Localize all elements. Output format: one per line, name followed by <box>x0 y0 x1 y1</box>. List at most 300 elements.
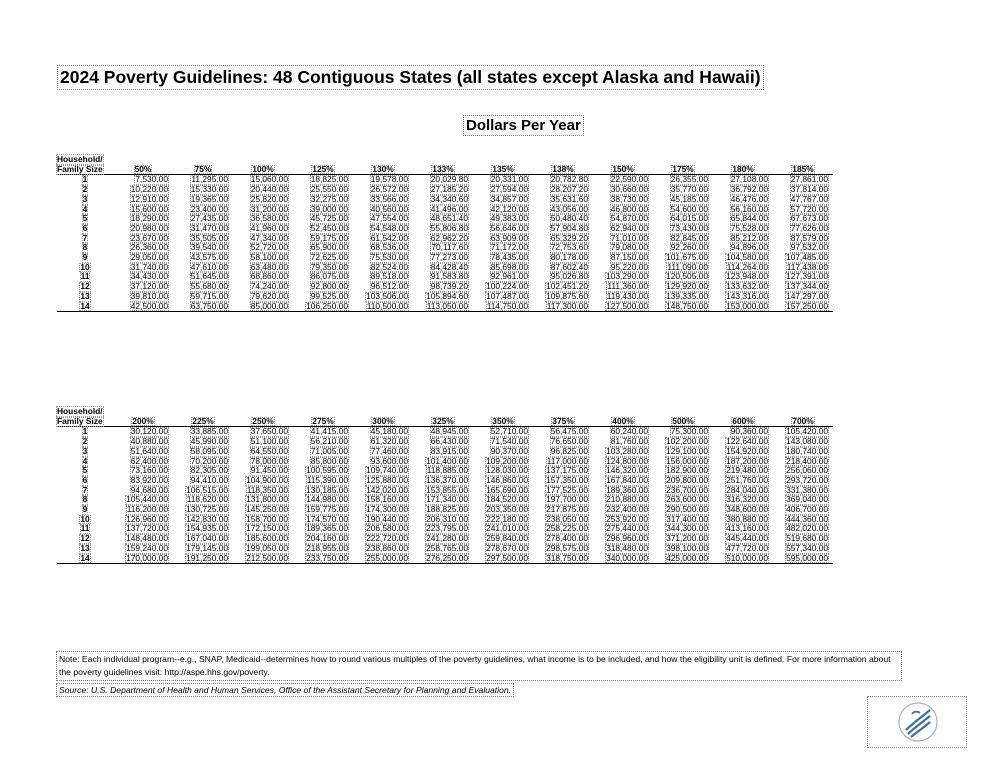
guideline-value: 73,160.00 <box>130 465 168 476</box>
guideline-value: 19,365.00 <box>190 193 228 204</box>
guideline-value: 148,480.00 <box>126 533 168 544</box>
guideline-value: 37,814.00 <box>790 184 828 195</box>
guideline-value: 27,185.20 <box>430 184 468 195</box>
percent-header-label: 500% <box>672 415 694 426</box>
guideline-value: 128,030.00 <box>486 465 528 476</box>
guideline-value: 258,765.00 <box>426 542 468 553</box>
guideline-value: 103,280.00 <box>606 445 648 456</box>
guideline-value: 125,880.00 <box>366 474 408 485</box>
guideline-value: 191,250.00 <box>186 552 228 563</box>
guideline-value: 143,316.00 <box>726 290 768 301</box>
guideline-value: 153,855.00 <box>426 484 468 495</box>
percent-header-label: 185% <box>792 163 814 174</box>
guideline-value: 75,300.00 <box>670 426 708 437</box>
guideline-value: 120,505.00 <box>666 271 708 282</box>
guideline-value: 105,420.00 <box>786 426 828 437</box>
guideline-value: 65,844.00 <box>730 213 768 224</box>
family-size-value: 11 <box>80 523 90 534</box>
family-size-value: 12 <box>80 533 90 544</box>
guideline-value: 119,430.00 <box>606 290 648 301</box>
percent-header-label: 325% <box>432 415 454 426</box>
guideline-value: 41,960.00 <box>250 222 288 233</box>
percent-header <box>653 165 713 175</box>
guideline-value: 23,670.00 <box>130 232 168 243</box>
guideline-value: 94,680.00 <box>130 484 168 495</box>
guideline-value: 251,760.00 <box>726 474 768 485</box>
guideline-value: 25,820.00 <box>250 193 288 204</box>
percent-header-label: 175% <box>672 163 694 174</box>
percent-header-label: 150% <box>612 163 634 174</box>
family-size-value: 1 <box>82 426 88 437</box>
guideline-value: 219,480.00 <box>726 465 768 476</box>
guideline-value: 26,572.00 <box>370 184 408 195</box>
family-size-value: 4 <box>82 455 88 466</box>
guideline-value: 85,800.00 <box>310 455 348 466</box>
guideline-value: 94,896.00 <box>730 242 768 253</box>
percent-header <box>353 417 413 427</box>
guideline-value: 203,350.00 <box>486 504 528 515</box>
guideline-value: 40,880.00 <box>130 436 168 447</box>
guideline-value: 238,860.00 <box>366 542 408 553</box>
guideline-value: 51,640.00 <box>130 445 168 456</box>
header-row <box>57 417 833 427</box>
guideline-cell <box>293 554 353 564</box>
household-label: Household/ <box>57 406 103 416</box>
guideline-value: 206,310.00 <box>426 513 468 524</box>
guideline-value: 137,175.00 <box>546 465 588 476</box>
guideline-value: 71,005.00 <box>310 445 348 456</box>
guideline-value: 129,920.00 <box>666 281 708 292</box>
family-size-value: 13 <box>80 290 90 301</box>
guideline-cell <box>773 302 833 312</box>
guideline-value: 79,080.00 <box>610 242 648 253</box>
guideline-value: 87,602.40 <box>550 261 588 272</box>
guideline-value: 177,525.00 <box>546 484 588 495</box>
guideline-value: 30,660.00 <box>610 184 648 195</box>
guideline-value: 118,885.00 <box>426 465 468 476</box>
guideline-value: 35,505.00 <box>190 232 228 243</box>
guideline-value: 100,595.00 <box>306 465 348 476</box>
family-size-value: 9 <box>82 504 88 515</box>
poverty-table-1 <box>57 155 833 312</box>
percent-header-label: 50% <box>134 163 152 174</box>
percent-header-label: 700% <box>792 415 814 426</box>
guideline-value: 154,935.00 <box>186 523 228 534</box>
guideline-value: 171,340.00 <box>426 494 468 505</box>
guideline-value: 50,480.40 <box>550 213 588 224</box>
guideline-value: 238,050.00 <box>546 513 588 524</box>
guideline-value: 233,750.00 <box>306 552 348 563</box>
guideline-value: 154,920.00 <box>726 445 768 456</box>
percent-header <box>113 165 173 175</box>
guideline-value: 25,550.00 <box>310 184 348 195</box>
guideline-value: 297,500.00 <box>486 552 528 563</box>
guideline-value: 78,000.00 <box>250 455 288 466</box>
guideline-value: 444,360.00 <box>786 513 828 524</box>
guideline-cell <box>233 302 293 312</box>
guideline-value: 185,600.00 <box>246 533 288 544</box>
guideline-value: 187,200.00 <box>726 455 768 466</box>
guideline-value: 126,960.00 <box>126 513 168 524</box>
guideline-value: 118,350.00 <box>246 484 288 495</box>
guideline-value: 131,800.00 <box>246 494 288 505</box>
percent-header <box>173 417 233 427</box>
family-size-label: Family Size <box>57 163 103 174</box>
family-size-value: 5 <box>82 213 88 224</box>
guideline-cell <box>173 554 233 564</box>
guideline-value: 218,955.00 <box>306 542 348 553</box>
guideline-value: 45,725.00 <box>310 213 348 224</box>
guideline-value: 48,651.40 <box>430 213 468 224</box>
family-size-value: 4 <box>82 203 88 214</box>
guideline-value: 123,948.00 <box>726 271 768 282</box>
guideline-value: 236,700.00 <box>666 484 708 495</box>
guideline-value: 66,430.00 <box>430 436 468 447</box>
guideline-value: 117,438.00 <box>786 261 828 272</box>
family-size-value: 5 <box>82 465 88 476</box>
guideline-value: 49,383.00 <box>490 213 528 224</box>
guideline-value: 148,750.00 <box>666 300 708 311</box>
guideline-cell <box>773 554 833 564</box>
guideline-value: 71,172.00 <box>490 242 528 253</box>
guideline-value: 59,175.00 <box>310 232 348 243</box>
family-size-value: 1 <box>82 174 88 185</box>
guideline-cell <box>413 554 473 564</box>
guideline-value: 20,440.00 <box>250 184 288 195</box>
guideline-value: 371,200.00 <box>666 533 708 544</box>
guideline-cell <box>473 554 533 564</box>
guideline-value: 114,750.00 <box>486 300 528 311</box>
guideline-value: 43,056.00 <box>550 203 588 214</box>
guideline-value: 145,250.00 <box>246 504 288 515</box>
guideline-value: 348,600.00 <box>726 504 768 515</box>
guideline-value: 290,500.00 <box>666 504 708 515</box>
guideline-value: 106,515.00 <box>186 484 228 495</box>
guideline-cell <box>533 554 593 564</box>
guideline-value: 29,050.00 <box>130 252 168 263</box>
footnote: Note: Each individual program--e.g., SNAP, Medicaid--determines how to round various multiples of the poverty guidelines, what income is to be included, and how the eligibility unit is defined. For more information about the poverty guidelines visit: http://aspe.hhs.gov/poverty. <box>57 652 901 680</box>
guideline-value: 425,000.00 <box>666 552 708 563</box>
guideline-cell <box>293 302 353 312</box>
percent-header-label: 180% <box>732 163 754 174</box>
guideline-value: 102,200.00 <box>666 436 708 447</box>
guideline-cell <box>113 554 173 564</box>
guideline-value: 96,512.00 <box>370 281 408 292</box>
guideline-value: 10,220.00 <box>130 184 168 195</box>
guideline-value: 81,760.00 <box>610 436 648 447</box>
guideline-value: 62,400.00 <box>130 455 168 466</box>
guideline-value: 255,000.00 <box>366 552 408 563</box>
guideline-value: 41,496.00 <box>430 203 468 214</box>
guideline-value: 64,550.00 <box>250 445 288 456</box>
guideline-value: 18,290.00 <box>130 213 168 224</box>
guideline-value: 62,940.00 <box>610 222 648 233</box>
guideline-value: 159,240.00 <box>126 542 168 553</box>
guideline-value: 212,500.00 <box>246 552 288 563</box>
guideline-value: 97,532.00 <box>790 242 828 253</box>
guideline-value: 56,475.00 <box>550 426 588 437</box>
guideline-value: 54,600.00 <box>670 203 708 214</box>
guideline-value: 127,391.00 <box>786 271 828 282</box>
guideline-value: 477,720.00 <box>726 542 768 553</box>
guideline-value: 110,500.00 <box>366 300 408 311</box>
family-size-value: 3 <box>82 445 88 456</box>
guideline-value: 15,330.00 <box>190 184 228 195</box>
hhs-eagle-logo-icon <box>896 700 940 744</box>
percent-header <box>233 417 293 427</box>
percent-header <box>773 165 833 175</box>
percent-header-label: 375% <box>552 415 574 426</box>
guideline-value: 56,646.00 <box>490 222 528 233</box>
guideline-value: 317,400.00 <box>666 513 708 524</box>
family-size-value: 6 <box>82 222 88 233</box>
guideline-value: 63,909.00 <box>490 232 528 243</box>
guideline-value: 275,440.00 <box>606 523 648 534</box>
guideline-value: 223,795.00 <box>426 523 468 534</box>
guideline-value: 22,590.00 <box>610 174 648 185</box>
guideline-value: 99,525.00 <box>310 290 348 301</box>
family-size-value: 11 <box>80 271 90 282</box>
guideline-value: 107,485.00 <box>786 252 828 263</box>
header-row <box>57 165 833 175</box>
percent-header-label: 200% <box>132 415 154 426</box>
family-size-value: 7 <box>82 232 88 243</box>
guideline-value: 36,792.00 <box>730 184 768 195</box>
guideline-value: 106,250.00 <box>306 300 348 311</box>
guideline-value: 68,860.00 <box>250 271 288 282</box>
guideline-value: 65,329.20 <box>550 232 588 243</box>
header-cell <box>57 417 113 427</box>
guideline-value: 130,185.00 <box>306 484 348 495</box>
guideline-value: 77,460.00 <box>370 445 408 456</box>
guideline-value: 28,207.20 <box>550 184 588 195</box>
guideline-value: 114,264.00 <box>726 261 768 272</box>
guideline-value: 20,029.80 <box>430 174 468 185</box>
guideline-value: 217,875.00 <box>546 504 588 515</box>
guideline-value: 293,720.00 <box>786 474 828 485</box>
guideline-value: 37,120.00 <box>130 281 168 292</box>
guideline-value: 31,470.00 <box>190 222 228 233</box>
guideline-value: 86,075.00 <box>310 271 348 282</box>
guideline-value: 241,010.00 <box>486 523 528 534</box>
guideline-value: 98,739.20 <box>430 281 468 292</box>
guideline-value: 406,700.00 <box>786 504 828 515</box>
guideline-value: 51,645.00 <box>190 271 228 282</box>
guideline-value: 95,026.80 <box>550 271 588 282</box>
guideline-value: 83,920.00 <box>130 474 168 485</box>
guideline-value: 159,775.00 <box>306 504 348 515</box>
guideline-value: 276,250.00 <box>426 552 468 563</box>
guideline-value: 95,220.00 <box>610 261 648 272</box>
percent-header <box>113 417 173 427</box>
percent-header-label: 250% <box>252 415 274 426</box>
guideline-value: 105,894.60 <box>426 290 468 301</box>
guideline-value: 87,150.00 <box>610 252 648 263</box>
family-size-value: 2 <box>82 436 88 447</box>
guideline-value: 59,715.00 <box>190 290 228 301</box>
guideline-value: 146,860.00 <box>486 474 528 485</box>
percent-header-label: 75% <box>194 163 212 174</box>
household-label: Household/ <box>57 154 103 164</box>
percent-header-label: 600% <box>732 415 754 426</box>
guideline-value: 42,120.00 <box>490 203 528 214</box>
header-cell <box>57 165 113 175</box>
guideline-value: 298,575.00 <box>546 542 588 553</box>
guideline-value: 107,487.00 <box>486 290 528 301</box>
guideline-value: 39,000.00 <box>310 203 348 214</box>
percent-header-label: 100% <box>252 163 274 174</box>
guideline-value: 130,725.00 <box>186 504 228 515</box>
guideline-value: 369,040.00 <box>786 494 828 505</box>
guideline-value: 519,680.00 <box>786 533 828 544</box>
guideline-value: 331,380.00 <box>786 484 828 495</box>
guideline-value: 34,857.00 <box>490 193 528 204</box>
guideline-value: 34,430.00 <box>130 271 168 282</box>
guideline-value: 77,273.00 <box>430 252 468 263</box>
guideline-value: 20,782.80 <box>550 174 588 185</box>
guideline-value: 142,020.00 <box>366 484 408 495</box>
guideline-value: 174,570.00 <box>306 513 348 524</box>
percent-header-label: 300% <box>372 415 394 426</box>
family-size-value: 7 <box>82 484 88 495</box>
guideline-value: 117,000.00 <box>546 455 588 466</box>
guideline-value: 482,020.00 <box>786 523 828 534</box>
guideline-value: 259,840.00 <box>486 533 528 544</box>
percent-header-label: 135% <box>492 163 514 174</box>
guideline-value: 47,340.00 <box>250 232 288 243</box>
family-size-value: 8 <box>82 242 88 253</box>
guideline-value: 89,518.00 <box>370 271 408 282</box>
percent-header-label: 138% <box>552 163 574 174</box>
guideline-value: 204,160.00 <box>306 533 348 544</box>
guideline-value: 184,520.00 <box>486 494 528 505</box>
family-size-value: 14 <box>80 300 90 311</box>
guideline-value: 31,200.00 <box>250 203 288 214</box>
guideline-value: 23,400.00 <box>190 203 228 214</box>
guideline-value: 90,360.00 <box>730 426 768 437</box>
percent-header <box>773 417 833 427</box>
guideline-value: 174,300.00 <box>366 504 408 515</box>
percent-header <box>353 165 413 175</box>
guideline-value: 296,960.00 <box>606 533 648 544</box>
guideline-value: 82,305.00 <box>190 465 228 476</box>
table-row <box>57 554 833 564</box>
guideline-value: 79,350.00 <box>310 261 348 272</box>
guideline-value: 90,370.00 <box>490 445 528 456</box>
guideline-value: 61,542.00 <box>370 232 408 243</box>
guideline-value: 129,100.00 <box>666 445 708 456</box>
guideline-value: 47,554.00 <box>370 213 408 224</box>
guideline-value: 124,800.00 <box>606 455 648 466</box>
guideline-value: 256,060.00 <box>786 465 828 476</box>
guideline-value: 37,650.00 <box>250 426 288 437</box>
guideline-value: 156,000.00 <box>666 455 708 466</box>
page-subtitle: Dollars Per Year <box>466 117 581 134</box>
guideline-value: 188,825.00 <box>426 504 468 515</box>
guideline-value: 318,480.00 <box>606 542 648 553</box>
guideline-value: 113,050.00 <box>426 300 468 311</box>
guideline-value: 413,160.00 <box>726 523 768 534</box>
family-size-label: Family Size <box>57 415 103 426</box>
guideline-cell <box>413 302 473 312</box>
guideline-value: 180,740.00 <box>786 445 828 456</box>
guideline-value: 75,528.00 <box>730 222 768 233</box>
percent-header-label: 125% <box>312 163 334 174</box>
hhs-logo <box>868 697 966 747</box>
guideline-value: 43,575.00 <box>190 252 228 263</box>
guideline-value: 210,880.00 <box>606 494 648 505</box>
guideline-value: 182,900.00 <box>666 465 708 476</box>
guideline-value: 109,875.60 <box>546 290 588 301</box>
guideline-value: 445,440.00 <box>726 533 768 544</box>
guideline-value: 206,580.00 <box>366 523 408 534</box>
page-title: 2024 Poverty Guidelines: 48 Contiguous States (all states except Alaska and Hawaii) <box>60 67 761 87</box>
guideline-value: 20,331.00 <box>490 174 528 185</box>
family-size-cell <box>57 554 113 564</box>
percent-header <box>413 165 473 175</box>
guideline-value: 57,904.80 <box>550 222 588 233</box>
guideline-value: 398,100.00 <box>666 542 708 553</box>
guideline-value: 318,750.00 <box>546 552 588 563</box>
guideline-value: 93,600.00 <box>370 455 408 466</box>
guideline-value: 100,224.00 <box>486 281 528 292</box>
guideline-value: 104,580.00 <box>726 252 768 263</box>
guideline-value: 82,845.00 <box>670 232 708 243</box>
percent-header-label: 400% <box>612 415 634 426</box>
guideline-value: 116,200.00 <box>126 504 168 515</box>
guideline-value: 170,000.00 <box>126 552 168 563</box>
guideline-value: 45,180.00 <box>370 426 408 437</box>
percent-header <box>653 417 713 427</box>
guideline-value: 85,698.00 <box>490 261 528 272</box>
guideline-value: 316,320.00 <box>726 494 768 505</box>
percent-header <box>713 165 773 175</box>
percent-header-label: 275% <box>312 415 334 426</box>
family-size-value: 6 <box>82 474 88 485</box>
guideline-cell <box>593 554 653 564</box>
family-size-value: 10 <box>80 261 90 272</box>
guideline-value: 167,840.00 <box>606 474 648 485</box>
guideline-value: 63,480.00 <box>250 261 288 272</box>
guideline-value: 137,344.00 <box>786 281 828 292</box>
guideline-value: 157,350.00 <box>546 474 588 485</box>
guideline-cell <box>173 302 233 312</box>
guideline-value: 65,900.00 <box>310 242 348 253</box>
guideline-value: 58,100.00 <box>250 252 288 263</box>
percent-header-label: 133% <box>432 163 454 174</box>
guideline-value: 84,428.40 <box>430 261 468 272</box>
guideline-value: 39,810.00 <box>130 290 168 301</box>
guideline-value: 232,400.00 <box>606 504 648 515</box>
guideline-value: 92,961.00 <box>490 271 528 282</box>
guideline-value: 189,365.00 <box>306 523 348 534</box>
guideline-value: 26,360.00 <box>130 242 168 253</box>
family-size-value: 9 <box>82 252 88 263</box>
guideline-value: 58,095.00 <box>190 445 228 456</box>
family-size-value: 13 <box>80 542 90 553</box>
percent-header <box>593 165 653 175</box>
percent-header <box>473 165 533 175</box>
guideline-value: 12,910.00 <box>130 193 168 204</box>
guideline-value: 83,915.00 <box>430 445 468 456</box>
guideline-value: 179,145.00 <box>186 542 228 553</box>
percent-header <box>533 165 593 175</box>
guideline-value: 241,280.00 <box>426 533 468 544</box>
guideline-value: 253,920.00 <box>606 513 648 524</box>
guideline-value: 70,200.00 <box>190 455 228 466</box>
guideline-value: 190,440.00 <box>366 513 408 524</box>
guideline-value: 52,450.00 <box>310 222 348 233</box>
